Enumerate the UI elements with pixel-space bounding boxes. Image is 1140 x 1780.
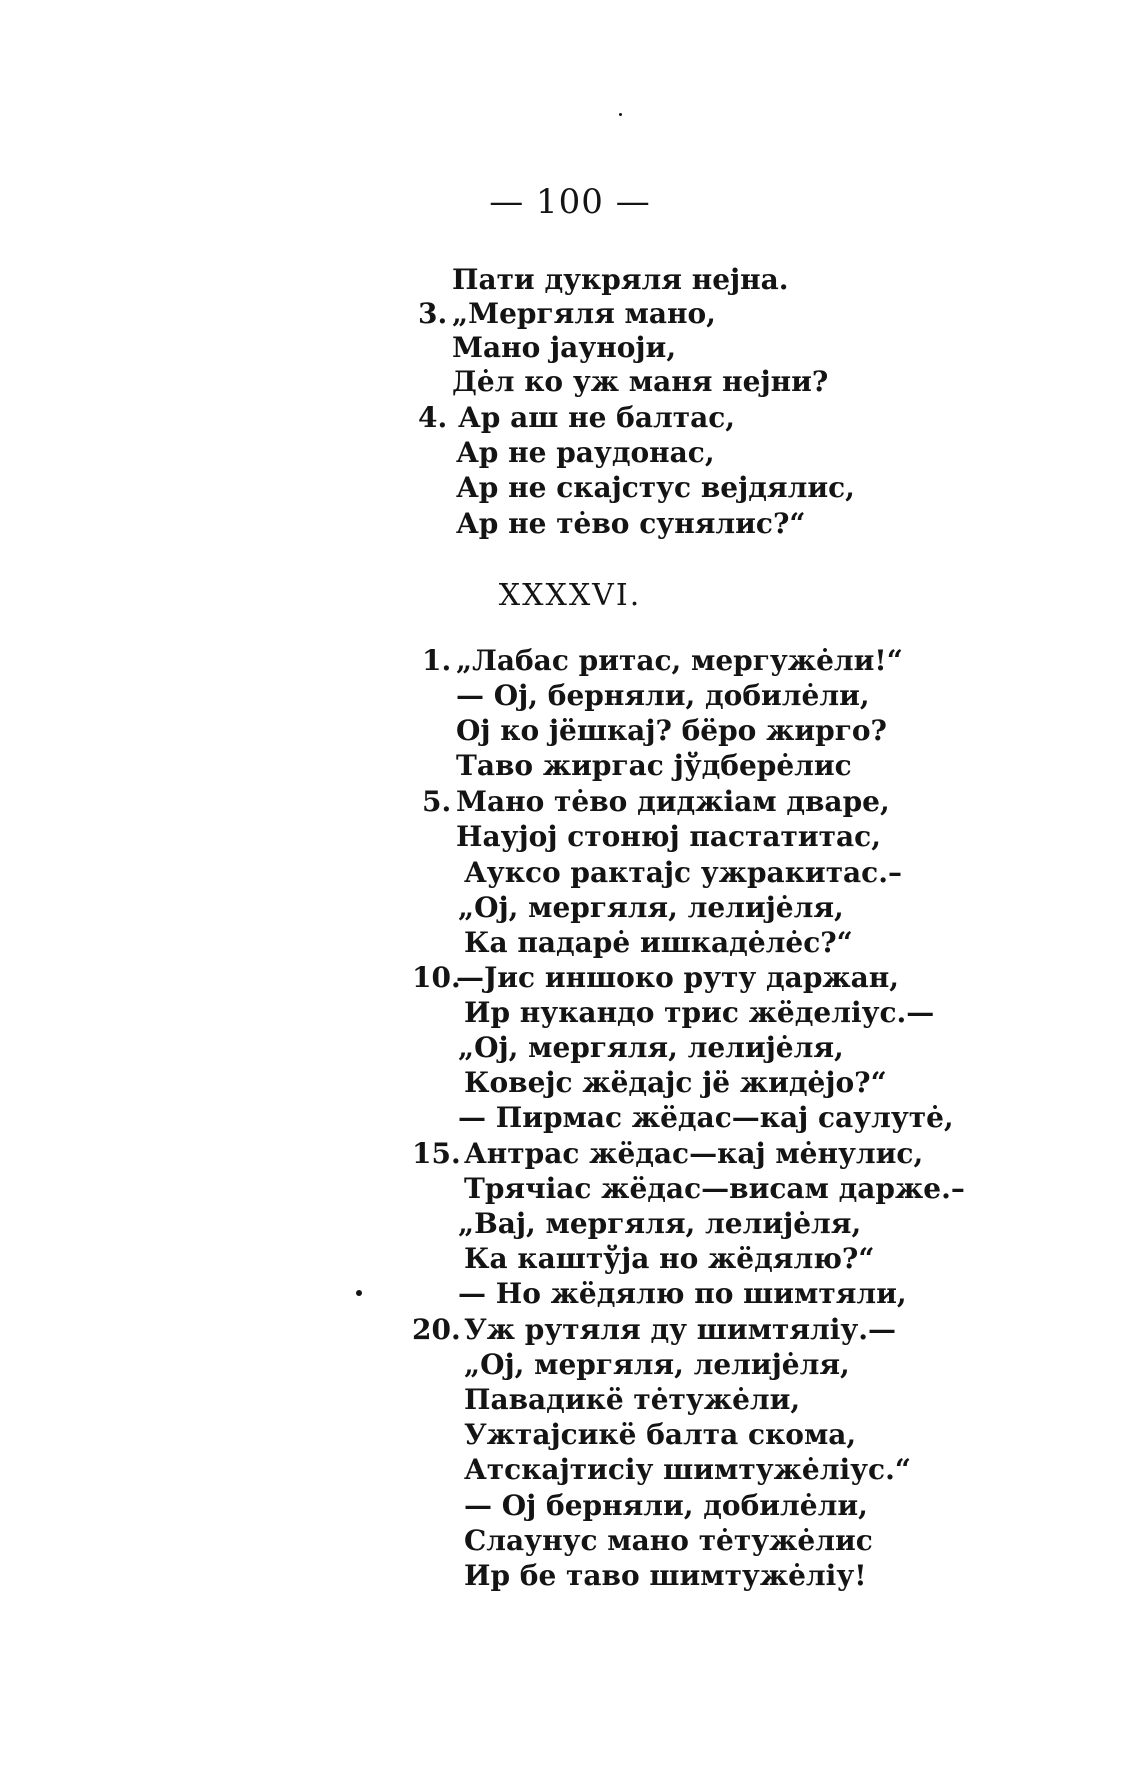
ink-speck-mark: [619, 113, 622, 116]
verse-line: Антрас жёдас—кај мėнулис,: [464, 1137, 924, 1170]
verse-line: „Мергяля мано,: [452, 297, 716, 330]
verse-line: Мано тėво диджіам дваре,: [456, 785, 890, 818]
verse-line: Ар не скајстус вејдялис,: [456, 471, 855, 504]
verse-line: Наујој стонюј пастатитас,: [456, 820, 881, 853]
verse-line: Мано јауноји,: [452, 331, 677, 364]
verse-line: „Ој, мергяля, лелијėля,: [458, 891, 844, 924]
verse-line: Ар не тėво сунялис?“: [456, 507, 806, 540]
verse-line: Ар аш не балтас,: [458, 401, 736, 434]
line-number: 3.: [418, 297, 448, 330]
verse-line: Ој ко јёшкај? бёро жирго?: [456, 714, 887, 747]
page-number: — 100 —: [489, 182, 651, 222]
line-number: 1.: [422, 644, 452, 677]
verse-line: Ка падарė ишкадėлėс?“: [464, 926, 853, 959]
verse-line: Ужтајсикё балта скома,: [464, 1418, 857, 1451]
verse-line: Павадикё тėтужėли,: [464, 1383, 801, 1416]
line-number: 15.: [412, 1137, 461, 1170]
line-number: 5.: [422, 785, 452, 818]
verse-line: — Пирмас жёдас—кај саулутė,: [458, 1101, 954, 1134]
verse-line: „Лабас ритас, мергужėли!“: [456, 644, 903, 677]
verse-line: „Ој, мергяля, лелијėля,: [464, 1348, 850, 1381]
verse-line: Дėл ко уж маня нејни?: [452, 365, 829, 398]
verse-line: Ир нукандо трис жёделіус.—: [464, 996, 935, 1029]
verse-line: — Ој берняли, добилėли,: [464, 1489, 868, 1522]
verse-line: Уж рутяля ду шимтяліу.—: [464, 1313, 897, 1346]
verse-line: Атскајтисіу шимтужėліус.“: [464, 1453, 911, 1486]
verse-line: Ка каштўја но жёдялю?“: [464, 1242, 875, 1275]
verse-line: Ир бе таво шимтужėліу!: [464, 1559, 867, 1592]
verse-line: Пати дукряля нејна.: [452, 263, 789, 296]
verse-line: — Но жёдялю по шимтяли,: [458, 1277, 907, 1310]
verse-line: „Вај, мергяля, лелијėля,: [458, 1207, 862, 1240]
verse-line: Таво жиргас јўдберėлис: [456, 749, 852, 782]
verse-line: —Јис иншоко руту даржан,: [456, 961, 900, 994]
line-number: 4.: [418, 401, 448, 434]
verse-line: Слаунус мано тėтужėлис: [464, 1524, 873, 1557]
verse-line: Трячіас жёдас—висам дарже.–: [464, 1172, 965, 1205]
verse-line: — Ој, берняли, добилėли,: [456, 679, 870, 712]
verse-line: Ауксо рактајс ужракитас.–: [464, 856, 902, 889]
ink-dot-mark: [356, 1290, 362, 1296]
line-number: 10.: [412, 961, 461, 994]
verse-line: Ар не раудонас,: [456, 436, 715, 469]
verse-line: „Ој, мергяля, лелијėля,: [458, 1031, 844, 1064]
verse-line: Ковејс жёдајс јё жидėјо?“: [464, 1066, 887, 1099]
section-heading: XXXXVI.: [498, 578, 642, 613]
line-number: 20.: [412, 1313, 461, 1346]
